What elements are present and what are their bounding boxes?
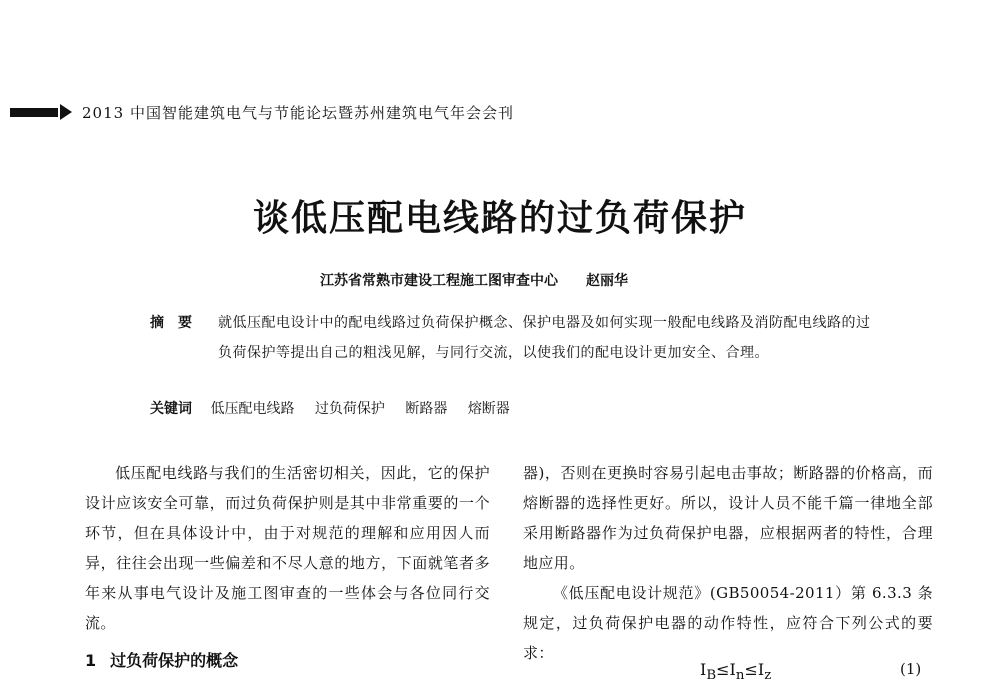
abstract-text: 就低压配电设计中的配电线路过负荷保护概念、保护电器及如何实现一般配电线路及消防配电线路的过负荷保护等提出自己的粗浅见解，与同行交流，以使我们的配电设计更加安全、合理。 (218, 315, 871, 361)
keywords-label: 关键词 (150, 401, 192, 417)
keyword-item: 低压配电线路 (210, 401, 295, 417)
body-paragraph: 低压配电线路与我们的生活密切相关，因此，它的保护设计应该安全可靠，而过负荷保护则是其中非常重要的一个环节，但在具体设计中，由于对规范的理解和应用因人而异，往往会出现一些偏差和不尽人意的地方，下面就笔者多年来从事电气设计及施工图审查的一些体会与各位同行交流。 (85, 464, 490, 632)
body-paragraph: 《低压配电设计规范》(GB50054-2011）第 6.3.3 条规定，过负荷保护电器的动作特性，应符合下列公式的要求： (523, 584, 933, 662)
author-affiliation: 江苏省常熟市建设工程施工图审查中心 (320, 273, 558, 289)
keyword-item: 断路器 (405, 401, 448, 417)
formula: $I_B\le I_n\le I_z$ (700, 660, 772, 683)
formula-number: (1) (900, 660, 922, 678)
abstract-block (150, 308, 880, 368)
author-name: 赵丽华 (586, 273, 628, 289)
body-paragraph: 器)，否则在更换时容易引起电击事故；断路器的价格高，而熔断器的选择性更好。所以，设计人员不能千篇一律地全部采用断路器作为过负荷保护电器，应根据两者的特性，合理地应用。 (523, 464, 933, 572)
keyword-item: 熔断器 (467, 401, 510, 417)
paper-title: 谈低压配电线路的过负荷保护 (252, 198, 747, 239)
abstract-label: 摘要 (150, 315, 206, 331)
header-bar-decoration (10, 108, 58, 117)
section-number: 1 (85, 651, 97, 670)
author-line (320, 270, 628, 290)
keyword-item: 过负荷保护 (314, 401, 385, 417)
keywords-line (150, 398, 526, 418)
running-header (10, 100, 514, 124)
section-heading (85, 648, 238, 671)
right-column (523, 458, 933, 668)
header-arrow-icon (60, 104, 72, 120)
section-title: 过负荷保护的概念 (110, 651, 239, 670)
left-column (85, 458, 490, 638)
journal-title: 2013 中国智能建筑电气与节能论坛暨苏州建筑电气年会会刊 (82, 103, 514, 122)
